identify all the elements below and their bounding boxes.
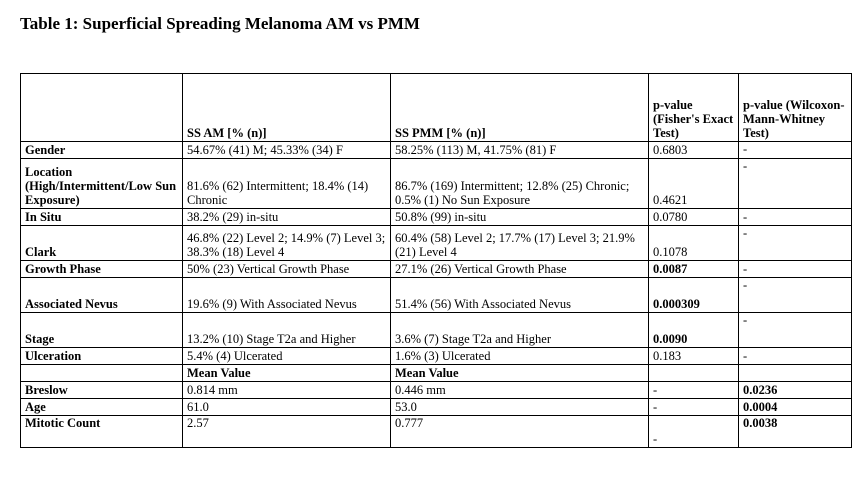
row-label-breslow: Breslow (21, 382, 183, 399)
table-row (21, 313, 852, 348)
cell-in-situ-am: 38.2% (29) in-situ (183, 209, 391, 226)
cell-ulceration-fisher: 0.183 (649, 348, 739, 365)
table-row (21, 209, 852, 226)
cell-location-pmm-line1: 86.7% (169) Intermittent; 12.8% (25) Chronic; (395, 179, 630, 193)
cell-breslow-pmm: 0.446 mm (391, 382, 649, 399)
cell-location-pmm (391, 159, 649, 209)
table-row (21, 399, 852, 416)
cell-clark-am: 46.8% (22) Level 2; 14.9% (7) Level 3; 38.3% (18) Level 4 (183, 226, 391, 261)
table-row (21, 348, 852, 365)
results-table (20, 73, 852, 448)
cell-associated-nevus-pmm: 51.4% (56) With Associated Nevus (391, 278, 649, 313)
cell-stage-am: 13.2% (10) Stage T2a and Higher (183, 313, 391, 348)
row-label-stage: Stage (21, 313, 183, 348)
cell-growth-phase-fisher: 0.0087 (649, 261, 739, 278)
header-row (21, 74, 852, 142)
cell-age-am: 61.0 (183, 399, 391, 416)
table-row (21, 382, 852, 399)
cell-stage-wilcoxon: - (739, 313, 852, 348)
header-ss-pmm: SS PMM [% (n)] (391, 74, 649, 142)
mean-header-row (21, 365, 852, 382)
cell-growth-phase-am: 50% (23) Vertical Growth Phase (183, 261, 391, 278)
cell-associated-nevus-wilcoxon: - (739, 278, 852, 313)
cell-growth-phase-pmm: 27.1% (26) Vertical Growth Phase (391, 261, 649, 278)
row-label-age: Age (21, 399, 183, 416)
row-label-location: Location (High/Intermittent/Low Sun Exposure) (21, 159, 183, 209)
cell-stage-fisher: 0.0090 (649, 313, 739, 348)
cell-gender-fisher: 0.6803 (649, 142, 739, 159)
cell-age-pmm: 53.0 (391, 399, 649, 416)
header-ss-am: SS AM [% (n)] (183, 74, 391, 142)
cell-growth-phase-wilcoxon: - (739, 261, 852, 278)
row-label-gender: Gender (21, 142, 183, 159)
row-label-mitotic: Mitotic Count (21, 416, 183, 448)
cell-mitotic-fisher: - (649, 416, 739, 448)
header-empty-cell (21, 74, 183, 142)
cell-location-am: 81.6% (62) Intermittent; 18.4% (14) Chronic (183, 159, 391, 209)
cell-stage-pmm: 3.6% (7) Stage T2a and Higher (391, 313, 649, 348)
table-row (21, 142, 852, 159)
cell-breslow-wilcoxon: 0.0236 (739, 382, 852, 399)
cell-associated-nevus-fisher: 0.000309 (649, 278, 739, 313)
cell-location-pmm-line2: 0.5% (1) No Sun Exposure (395, 193, 531, 207)
table-row (21, 159, 852, 209)
table-row (21, 261, 852, 278)
header-fisher: p-value (Fisher's Exact Test) (649, 74, 739, 142)
table-title: Table 1: Superficial Spreading Melanoma AM vs PMM (20, 14, 420, 33)
cell-associated-nevus-am: 19.6% (9) With Associated Nevus (183, 278, 391, 313)
cell-in-situ-wilcoxon: - (739, 209, 852, 226)
cell-ulceration-wilcoxon: - (739, 348, 852, 365)
cell-mitotic-am: 2.57 (183, 416, 391, 448)
cell-location-wilcoxon: - (739, 159, 852, 209)
cell-ulceration-am: 5.4% (4) Ulcerated (183, 348, 391, 365)
cell-clark-pmm: 60.4% (58) Level 2; 17.7% (17) Level 3; 21.9% (21) Level 4 (391, 226, 649, 261)
row-label-growth-phase: Growth Phase (21, 261, 183, 278)
cell-mitotic-pmm: 0.777 (391, 416, 649, 448)
table-row (21, 416, 852, 448)
mean-header-wilcoxon-empty (739, 365, 852, 382)
mean-header-fisher-empty (649, 365, 739, 382)
cell-location-fisher: 0.4621 (649, 159, 739, 209)
cell-breslow-fisher: - (649, 382, 739, 399)
mean-header-pmm: Mean Value (391, 365, 649, 382)
cell-clark-fisher: 0.1078 (649, 226, 739, 261)
cell-in-situ-fisher: 0.0780 (649, 209, 739, 226)
cell-gender-am: 54.67% (41) M; 45.33% (34) F (183, 142, 391, 159)
cell-age-fisher: - (649, 399, 739, 416)
cell-breslow-am: 0.814 mm (183, 382, 391, 399)
row-label-associated-nevus: Associated Nevus (21, 278, 183, 313)
row-label-ulceration: Ulceration (21, 348, 183, 365)
mean-header-empty-cell (21, 365, 183, 382)
cell-gender-pmm: 58.25% (113) M, 41.75% (81) F (391, 142, 649, 159)
header-wilcoxon: p-value (Wilcoxon-Mann-Whitney Test) (739, 74, 852, 142)
cell-age-wilcoxon: 0.0004 (739, 399, 852, 416)
cell-ulceration-pmm: 1.6% (3) Ulcerated (391, 348, 649, 365)
table-row (21, 226, 852, 261)
row-label-clark: Clark (21, 226, 183, 261)
row-label-in-situ: In Situ (21, 209, 183, 226)
mean-header-am: Mean Value (183, 365, 391, 382)
cell-in-situ-pmm: 50.8% (99) in-situ (391, 209, 649, 226)
cell-gender-wilcoxon: - (739, 142, 852, 159)
cell-mitotic-wilcoxon: 0.0038 (739, 416, 852, 448)
cell-clark-wilcoxon: - (739, 226, 852, 261)
table-row (21, 278, 852, 313)
